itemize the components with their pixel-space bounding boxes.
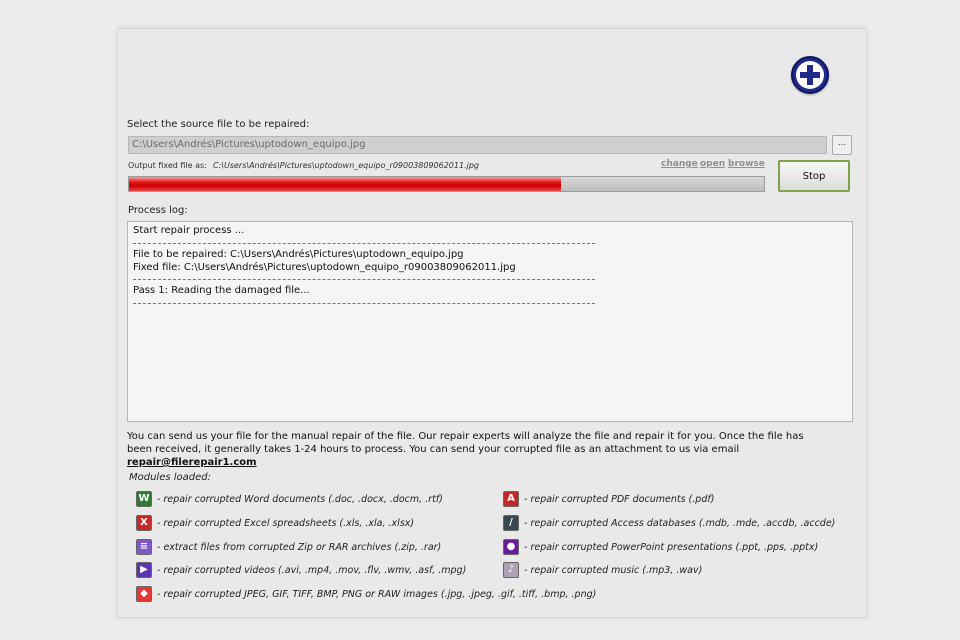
- module-item: [136, 561, 466, 579]
- module-description: - repair corrupted PowerPoint presentations (.ppt, .pps, .pptx): [524, 541, 819, 553]
- video-icon: ▶: [136, 562, 152, 578]
- module-description: - repair corrupted PDF documents (.pdf): [524, 493, 715, 505]
- browse-link[interactable]: browse: [728, 159, 765, 169]
- word-icon: W: [136, 491, 152, 507]
- log-line: Pass 1: Reading the damaged file...: [133, 285, 310, 296]
- module-description: - repair corrupted music (.mp3, .wav): [524, 564, 703, 576]
- module-item: [503, 514, 835, 532]
- manual-repair-info: [127, 430, 827, 469]
- log-line: Start repair process ...: [133, 225, 245, 236]
- info-text: You can send us your file for the manual repair of the file. Our repair experts will analyze the file and repair it for you. Once the file has been received, it generally takes 1-24 hours to process. You can send your corrupted file as an attachment to us via email: [127, 431, 804, 455]
- module-description: - extract files from corrupted Zip or RAR archives (.zip, .rar): [157, 541, 442, 553]
- repair-progress-bar: [128, 176, 765, 192]
- module-item: [136, 490, 443, 508]
- log-separator: [133, 243, 595, 244]
- archive-icon: ≡: [136, 539, 152, 555]
- module-description: - repair corrupted Access databases (.mdb, .mde, .accdb, .accde): [524, 517, 836, 529]
- module-description: - repair corrupted JPEG, GIF, TIFF, BMP, PNG or RAW images (.jpg, .jpeg, .gif, .tiff, .bmp, .png): [157, 588, 597, 600]
- powerpoint-icon: ●: [503, 539, 519, 555]
- module-item: [503, 490, 714, 508]
- log-separator: [133, 303, 595, 304]
- log-line: Fixed file: C:\Users\Andrés\Pictures\uptodown_equipo_r09003809062011.jpg: [133, 262, 516, 273]
- modules-title: Modules loaded:: [129, 472, 211, 483]
- plus-icon[interactable]: [791, 56, 829, 94]
- process-log-label: Process log:: [128, 205, 188, 216]
- module-item: [503, 561, 702, 579]
- module-item: [503, 538, 818, 556]
- module-item: [136, 538, 441, 556]
- music-icon: ♪: [503, 562, 519, 578]
- pdf-icon: A: [503, 491, 519, 507]
- module-description: - repair corrupted videos (.avi, .mp4, .mov, .flv, .wmv, .asf, .mpg): [157, 564, 467, 576]
- module-description: - repair corrupted Word documents (.doc, .docx, .docm, .rtf): [157, 493, 443, 505]
- module-item: [136, 585, 596, 603]
- module-description: - repair corrupted Excel spreadsheets (.xls, .xla, .xlsx): [157, 517, 415, 529]
- browse-source-button[interactable]: ...: [832, 135, 852, 155]
- log-line: File to be repaired: C:\Users\Andrés\Pictures\uptodown_equipo.jpg: [133, 249, 464, 260]
- email-link[interactable]: repair@filerepair1.com: [127, 457, 257, 468]
- source-file-label: Select the source file to be repaired:: [127, 119, 310, 130]
- image-icon: ◆: [136, 586, 152, 602]
- file-repair-window: [117, 28, 867, 618]
- stop-button[interactable]: Stop: [778, 160, 850, 192]
- log-separator: [133, 279, 595, 280]
- source-file-input[interactable]: C:\Users\Andrés\Pictures\uptodown_equipo.jpg: [128, 136, 827, 154]
- change-link[interactable]: change: [661, 159, 698, 169]
- open-link[interactable]: open: [700, 159, 726, 169]
- module-item: [136, 514, 414, 532]
- output-file-path: C:\Users\Andrés\Pictures\uptodown_equipo_r09003809062011.jpg: [213, 161, 479, 170]
- access-icon: /: [503, 515, 519, 531]
- process-log: [127, 221, 853, 422]
- progress-fill: [129, 177, 561, 191]
- output-file-label: Output fixed file as:: [128, 161, 207, 170]
- excel-icon: X: [136, 515, 152, 531]
